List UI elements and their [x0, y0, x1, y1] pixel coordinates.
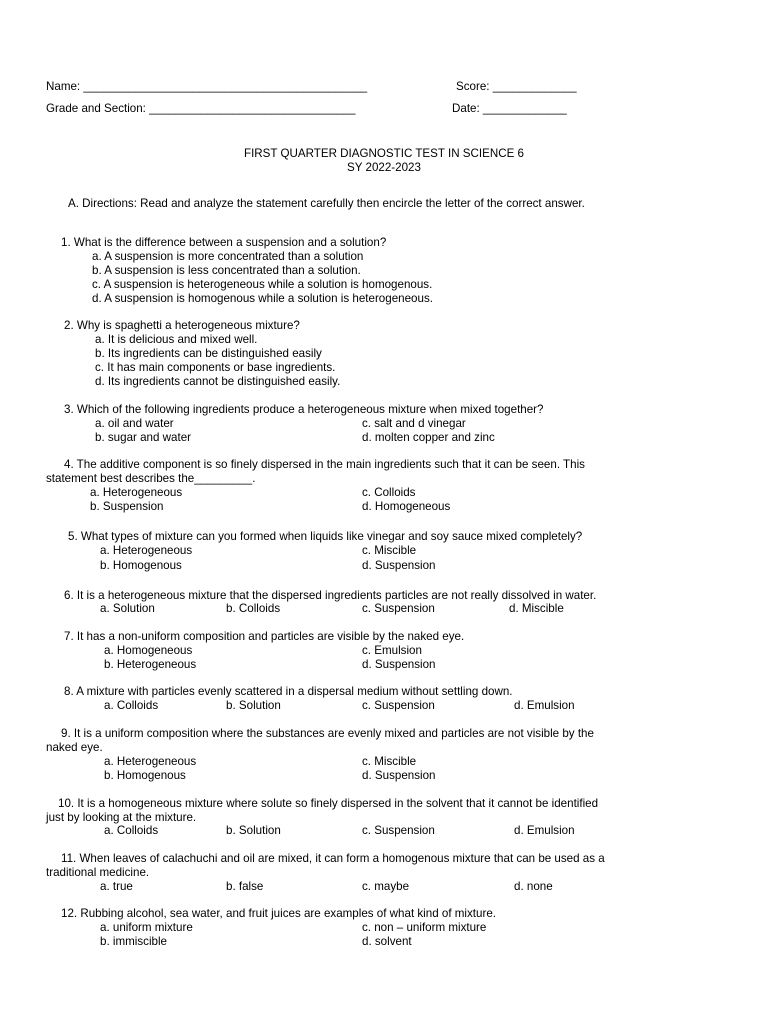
choice-4a: a. Heterogeneous [90, 486, 183, 499]
choice-3b: b. sugar and water [95, 431, 192, 444]
choice-8b: b. Solution [226, 699, 281, 712]
question-2-stem: 2. Why is spaghetti a heterogeneous mixture? [64, 319, 300, 332]
score-line: Score: _____________ [456, 80, 577, 93]
choice-12d: d. solvent [362, 935, 412, 948]
choice-12b: b. immiscible [100, 935, 167, 948]
choice-9b: b. Homogenous [104, 769, 186, 782]
choice-1d: d. A suspension is homogenous while a solution is heterogeneous. [92, 292, 433, 305]
choice-12c: c. non – uniform mixture [362, 921, 487, 934]
choice-1c: c. A suspension is heterogeneous while a solution is homogenous. [92, 278, 433, 291]
question-8-stem: 8. A mixture with particles evenly scattered in a dispersal medium without settling down. [64, 685, 513, 698]
choice-3d: d. molten copper and zinc [362, 431, 495, 444]
choice-10c: c. Suspension [362, 824, 435, 837]
choice-4b: b. Suspension [90, 500, 164, 513]
choice-11c: c. maybe [362, 880, 410, 893]
question-12-stem: 12. Rubbing alcohol, sea water, and fruit juices are examples of what kind of mixture. [61, 907, 496, 920]
choice-6c: c. Suspension [362, 602, 435, 615]
choice-3a: a. oil and water [95, 417, 174, 430]
choice-1a: a. A suspension is more concentrated than a solution [92, 250, 364, 263]
choice-5d: d. Suspension [362, 559, 436, 572]
question-9-stem: 9. It is a uniform composition where the substances are evenly mixed and particles are not visible by the [61, 727, 594, 740]
choice-10a: a. Colloids [104, 824, 159, 837]
question-9-stem-cont: naked eye. [46, 741, 103, 754]
question-5-stem: 5. What types of mixture can you formed when liquids like vinegar and soy sauce mixed completely? [68, 530, 583, 543]
choice-2b: b. Its ingredients can be distinguished easily [95, 347, 322, 360]
date-line: Date: _____________ [452, 102, 567, 115]
question-3-stem: 3. Which of the following ingredients produce a heterogeneous mixture when mixed together? [64, 403, 544, 416]
choice-6d: d. Miscible [509, 602, 564, 615]
choice-2c: c. It has main components or base ingredients. [95, 361, 336, 374]
school-year: SY 2022-2023 [347, 161, 421, 174]
choice-5a: a. Heterogeneous [100, 544, 193, 557]
choice-11d: d. none [514, 880, 553, 893]
question-4-stem: 4. The additive component is so finely dispersed in the main ingredients such that it can be seen. This [64, 458, 585, 471]
test-title: FIRST QUARTER DIAGNOSTIC TEST IN SCIENCE 6 [243, 147, 525, 160]
choice-8c: c. Suspension [362, 699, 435, 712]
choice-3c: c. salt and d vinegar [362, 417, 466, 430]
question-10-stem: 10. It is a homogeneous mixture where solute so finely dispersed in the solvent that it cannot be identified [58, 797, 599, 810]
choice-9a: a. Heterogeneous [104, 755, 197, 768]
question-10-stem-cont: just by looking at the mixture. [46, 811, 197, 824]
choice-1b: b. A suspension is less concentrated than a solution. [92, 264, 361, 277]
choice-11a: a. true [100, 880, 133, 893]
choice-4c: c. Colloids [362, 486, 416, 499]
choice-6b: b. Colloids [226, 602, 281, 615]
choice-6a: a. Solution [100, 602, 155, 615]
choice-7c: c. Emulsion [362, 644, 422, 657]
directions: A. Directions: Read and analyze the statement carefully then encircle the letter of the correct answer. [68, 197, 585, 210]
choice-7d: d. Suspension [362, 658, 436, 671]
grade-section-line: Grade and Section: ________________________________ [46, 102, 356, 115]
choice-10b: b. Solution [226, 824, 281, 837]
choice-8a: a. Colloids [104, 699, 159, 712]
question-7-stem: 7. It has a non-uniform composition and particles are visible by the naked eye. [64, 630, 465, 643]
question-1-stem: 1. What is the difference between a suspension and a solution? [61, 236, 387, 249]
choice-12a: a. uniform mixture [100, 921, 193, 934]
question-11-stem-cont: traditional medicine. [46, 866, 150, 879]
question-4-stem-cont: statement best describes the_________. [46, 472, 256, 485]
choice-9d: d. Suspension [362, 769, 436, 782]
choice-8d: d. Emulsion [514, 699, 575, 712]
choice-5b: b. Homogenous [100, 559, 182, 572]
choice-2d: d. Its ingredients cannot be distinguished easily. [95, 375, 341, 388]
question-11-stem: 11. When leaves of calachuchi and oil are mixed, it can form a homogenous mixture that can be used as a [61, 852, 605, 865]
choice-9c: c. Miscible [362, 755, 417, 768]
choice-10d: d. Emulsion [514, 824, 575, 837]
choice-4d: d. Homogeneous [362, 500, 451, 513]
name-line: Name: ____________________________________________ [46, 80, 368, 93]
choice-7b: b. Heterogeneous [104, 658, 197, 671]
choice-5c: c. Miscible [362, 544, 417, 557]
choice-11b: b. false [226, 880, 264, 893]
choice-2a: a. It is delicious and mixed well. [95, 333, 258, 346]
question-6-stem: 6. It is a heterogeneous mixture that the dispersed ingredients particles are not really dissolved in water. [64, 589, 597, 602]
choice-7a: a. Homogeneous [104, 644, 193, 657]
